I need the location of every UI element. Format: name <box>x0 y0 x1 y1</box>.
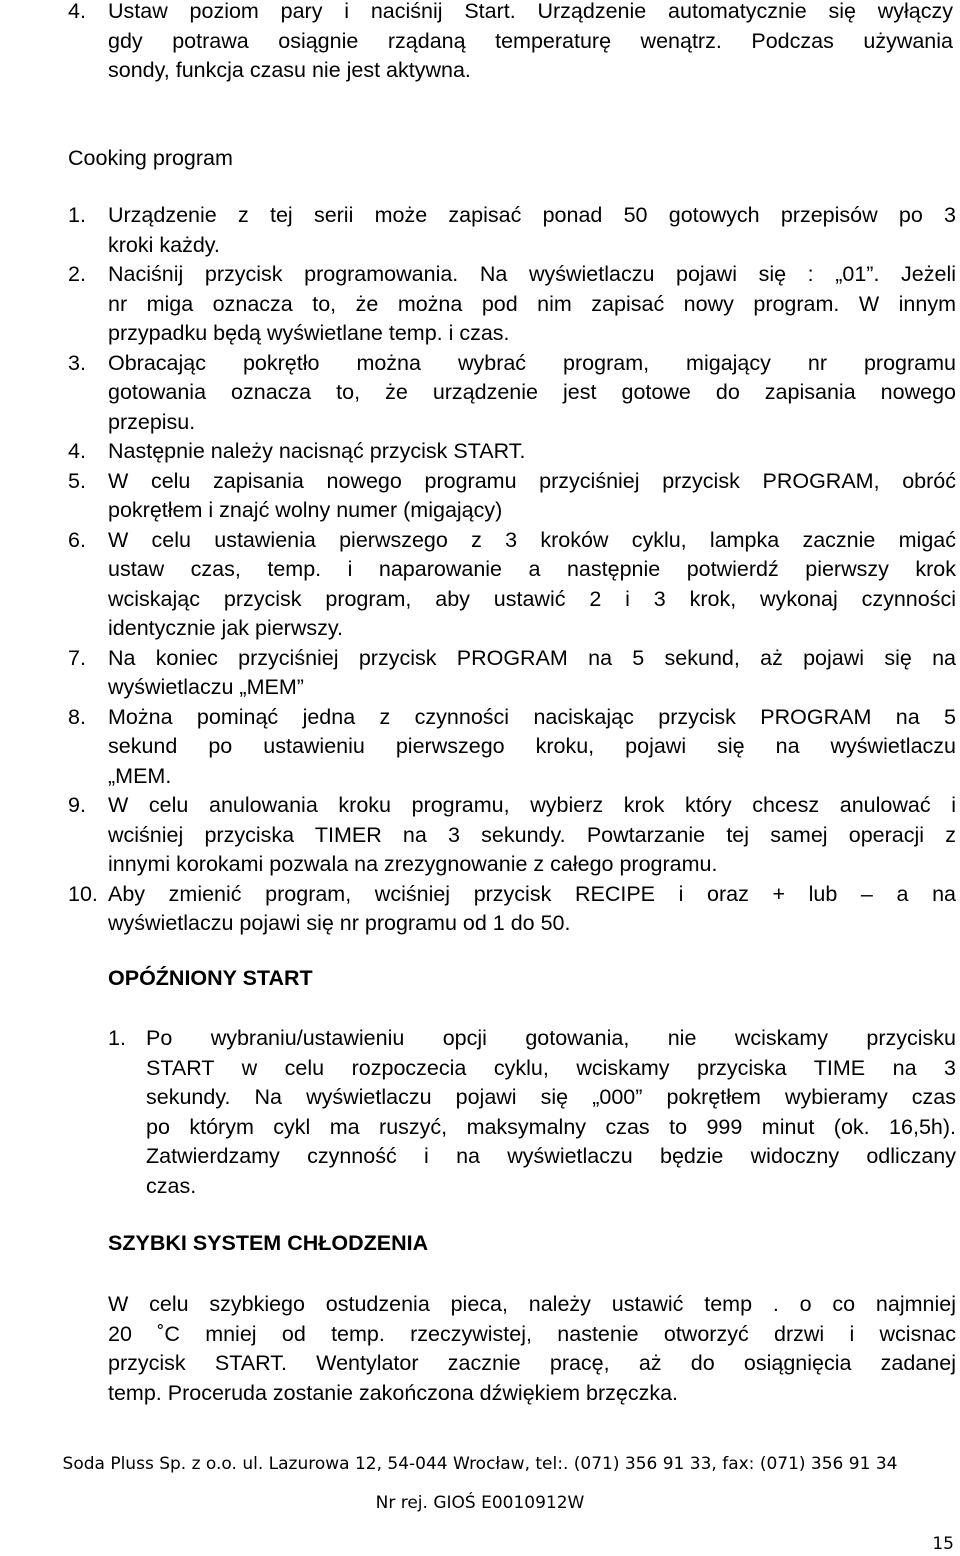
section-heading: Cooking program <box>68 146 233 170</box>
list-item: 5. W celu zapisania nowego programu przyciśniej przycisk PROGRAM, obróć pokrętłem i znajć wolny numer (migający) <box>68 468 956 522</box>
list-item: 4. Następnie należy nacisnąć przycisk START. <box>68 439 526 463</box>
item-text: Ustaw poziom pary i naciśnij Start. Urządzenie automatycznie się wyłączy gdy potrawa osiągnie rządaną temperaturę wenątrz. Podczas używania sondy, funkcja czasu nie jest aktywna. <box>108 0 953 82</box>
item-number: 4. <box>68 0 86 23</box>
list-item: 3. Obracając pokrętło można wybrać program, migający nr programu gotowania oznacza to, że urządzenie jest gotowe do zapisania nowego przepisu. <box>68 350 956 434</box>
intro-item <box>0 0 960 86</box>
list-item: 8. Można pominąć jedna z czynności naciskając przycisk PROGRAM na 5 sekund po ustawieniu pierwszego kroku, pojawi się na wyświetlaczu „MEM. <box>68 704 956 788</box>
list-item: 1. Po wybraniu/ustawieniu opcji gotowania, nie wciskamy przycisku START w celu rozpoczecia cyklu, wciskamy przyciska TIME na 3 sekundy. Na wyświetlaczu pojawi się „000” pokrętłem wybieramy czas po którym cykl ma ruszyć, maksymalny czas to 999 minut (ok. 16,5h). Zatwierdzamy czynność i na wyświetlaczu będzie widoczny odliczany czas. <box>108 1026 956 1198</box>
list-item: 10. Aby zmienić program, wciśniej przycisk RECIPE i oraz + lub – a na wyświetlaczu pojawi się nr programu od 1 do 50. <box>68 881 956 935</box>
cooking-program-list <box>68 201 956 939</box>
list-item: 7. Na koniec przyciśniej przycisk PROGRAM na 5 sekund, aż pojawi się na wyświetlaczu „MEM” <box>68 645 956 699</box>
delayed-start-list <box>108 1024 956 1201</box>
fast-cooling-paragraph: W celu szybkiego ostudzenia pieca, należy ustawić temp . o co najmniej 20 ˚C mniej od temp. rzeczywistej, nastenie otworzyć drzwi i wcisnac przycisk START. Wentylator zacznie pracę, aż do osiągnięcia zadanej temp. Proceruda zostanie zakończona dźwiękiem brzęczka. <box>108 1292 956 1405</box>
list-item: 9. W celu anulowania kroku programu, wybierz krok który chcesz anulować i wciśniej przyciska TIMER na 3 sekundy. Powtarzanie tej samej operacji z innymi korokami pozwala na zrezygnowanie z całego programu. <box>68 793 956 876</box>
footer-address: Soda Pluss Sp. z o.o. ul. Lazurowa 12, 54-044 Wrocław, tel:. (071) 356 91 33, fax: (071) 356 91 34 <box>62 1454 898 1474</box>
list-item: 1. Urządzenie z tej serii może zapisać ponad 50 gotowych przepisów po 3 kroki każdy. <box>68 203 956 257</box>
list-item: 6. W celu ustawienia pierwszego z 3 kroków cyklu, lampka zacznie migać ustaw czas, temp. i naparowanie a następnie potwierdź pierwszy krok wciskając przycisk program, aby ustawić 2 i 3 krok, wykonaj czynności identycznie jak pierwszy. <box>68 527 956 640</box>
page-number: 15 <box>932 1534 954 1554</box>
list-item: 2. Naciśnij przycisk programowania. Na wyświetlaczu pojawi się : „01”. Jeżeli nr miga oznacza to, że można pod nim zapisać nowy program. W innym przypadku będą wyświetlane temp. i czas. <box>68 262 956 345</box>
section-heading: OPÓŹNIONY START <box>108 966 313 990</box>
footer-registry: Nr rej. GIOŚ E0010912W <box>375 1493 585 1513</box>
section-heading: SZYBKI SYSTEM CHŁODZENIA <box>108 1231 429 1255</box>
